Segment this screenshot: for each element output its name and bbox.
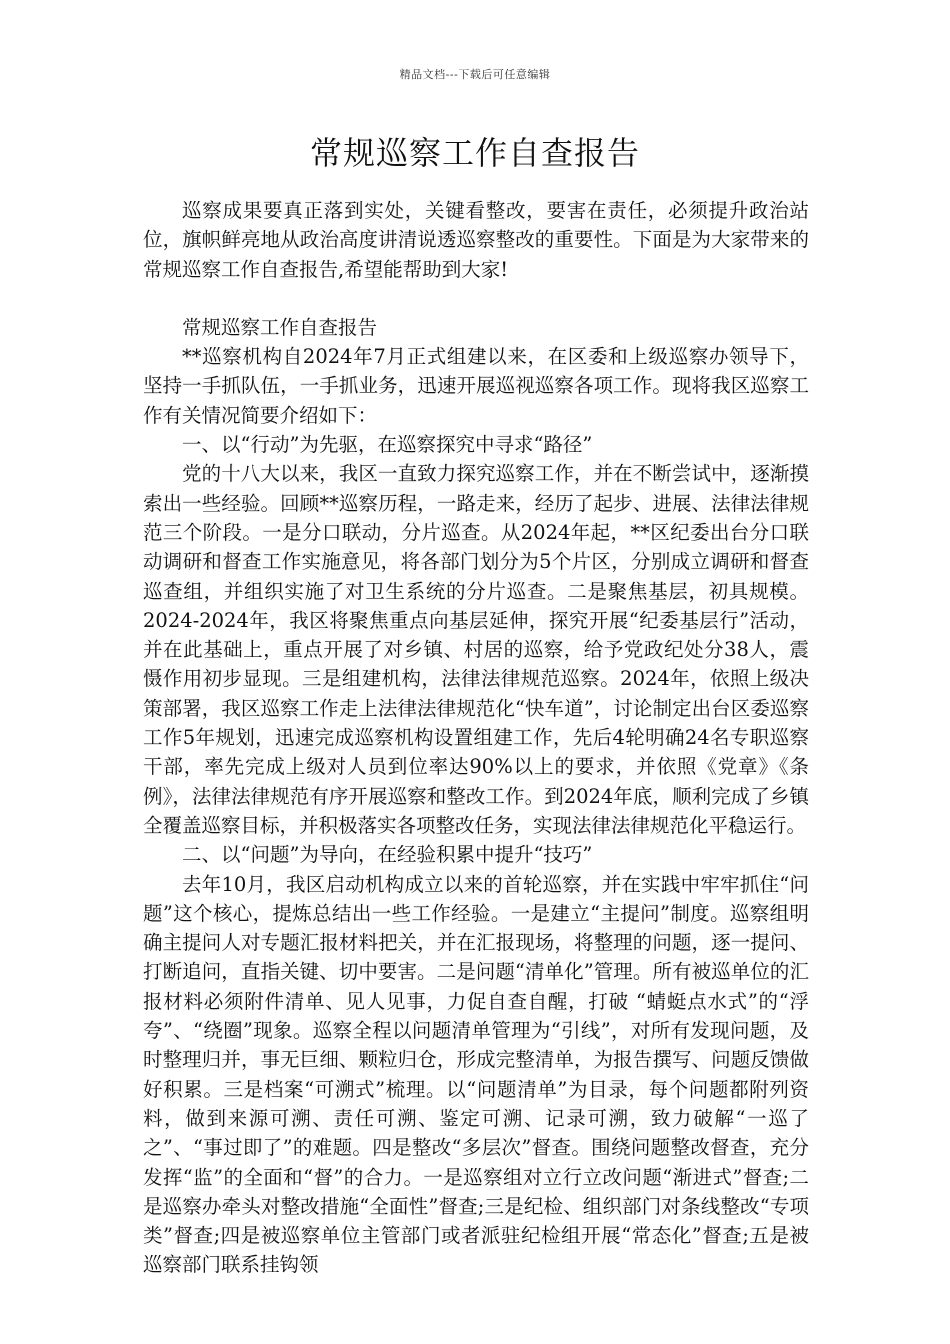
section-heading-2: 二、以“问题”为导向，在经验积累中提升“技巧” (182, 843, 593, 867)
section-heading-1: 一、以“行动”为先驱，在巡察探究中寻求“路径” (182, 433, 593, 457)
document-body (143, 196, 809, 1280)
section-1-paragraph: 党的十八大以来，我区一直致力探究巡察工作，并在不断尝试中，逐渐摸索出一些经验。回顾**巡察历程，一路走来，经历了起步、进展、法律法律规范三个阶段。一是分口联动，分片巡查。从2024年起，**区纪委出台分口联动调研和督查工作实施意见，将各部门划分为5个片区，分别成立调研和督查巡查组，并组织实施了对卫生系统的分片巡查。二是聚焦基层，初具规模。2024-2024年，我区将聚焦重点向基层延伸，探究开展“纪委基层行”活动，并在此基础上，重点开展了对乡镇、村居的巡察，给予党政纪处分38人，震慑作用初步显现。三是组建机构，法律法律规范巡察。2024年，依照上级决策部署，我区巡察工作走上法律法律规范化“快车道”，讨论制定出台区委巡察工作5年规划，迅速完成巡察机构设置组建工作，先后4轮明确24名专职巡察干部，率先完成上级对人员到位率达90%以上的要求，并依照《党章》《条例》，法律法律规范有序开展巡察和整改工作。到2024年底，顺利完成了乡镇全覆盖巡察目标，并积极落实各项整改任务，实现法律法律规范化平稳运行。 (143, 462, 809, 837)
header-note: 精品文档---下载后可任意编辑 (399, 68, 551, 81)
report-heading: 常规巡察工作自查报告 (182, 315, 378, 339)
document-title: 常规巡察工作自查报告 (309, 134, 640, 172)
overview-paragraph: **巡察机构自2024年7月正式组建以来，在区委和上级巡察办领导下，坚持一手抓队伍，一手抓业务，迅速开展巡视巡察各项工作。现将我区巡察工作有关情况简要介绍如下： (143, 345, 809, 427)
section-2-paragraph: 去年10月，我区启动机构成立以来的首轮巡察，并在实践中牢牢抓住“问题”这个核心，提炼总结出一些工作经验。一是建立“主提问”制度。巡察组明确主提问人对专题汇报材料把关，并在汇报现场，将整理的问题，逐一提问、打断追问，直指关键、切中要害。二是问题“清单化”管理。所有被巡单位的汇报材料必须附件清单、见人见事，力促自查自醒，打破 “蜻蜓点水式”的“浮夸”、“绕圈”现象。巡察全程以问题清单管理为“引线”，对所有发现问题，及时整理归并，事无巨细、颗粒归仓，形成完整清单，为报告撰写、问题反馈做好积累。三是档案“可溯式”梳理。以“问题清单”为目录，每个问题都附列资料，做到来源可溯、责任可溯、鉴定可溯、记录可溯，致力破解“一巡了之”、“事过即了”的难题。四是整改“多层次”督查。围绕问题整改督查，充分发挥“监”的全面和“督”的合力。一是巡察组对立行立改问题“渐进式”督查;二是巡察办牵头对整改措施“全面性”督查;三是纪检、组织部门对条线整改“专项类”督查;四是被巡察单位主管部门或者派驻纪检组开展“常态化”督查;五是被巡察部门联系挂钩领 (143, 872, 809, 1277)
intro-paragraph: 巡察成果要真正落到实处，关键看整改，要害在责任，必须提升政治站位，旗帜鲜亮地从政治高度讲清说透巡察整改的重要性。下面是为大家带来的常规巡察工作自查报告,希望能帮助到大家! (143, 199, 809, 281)
